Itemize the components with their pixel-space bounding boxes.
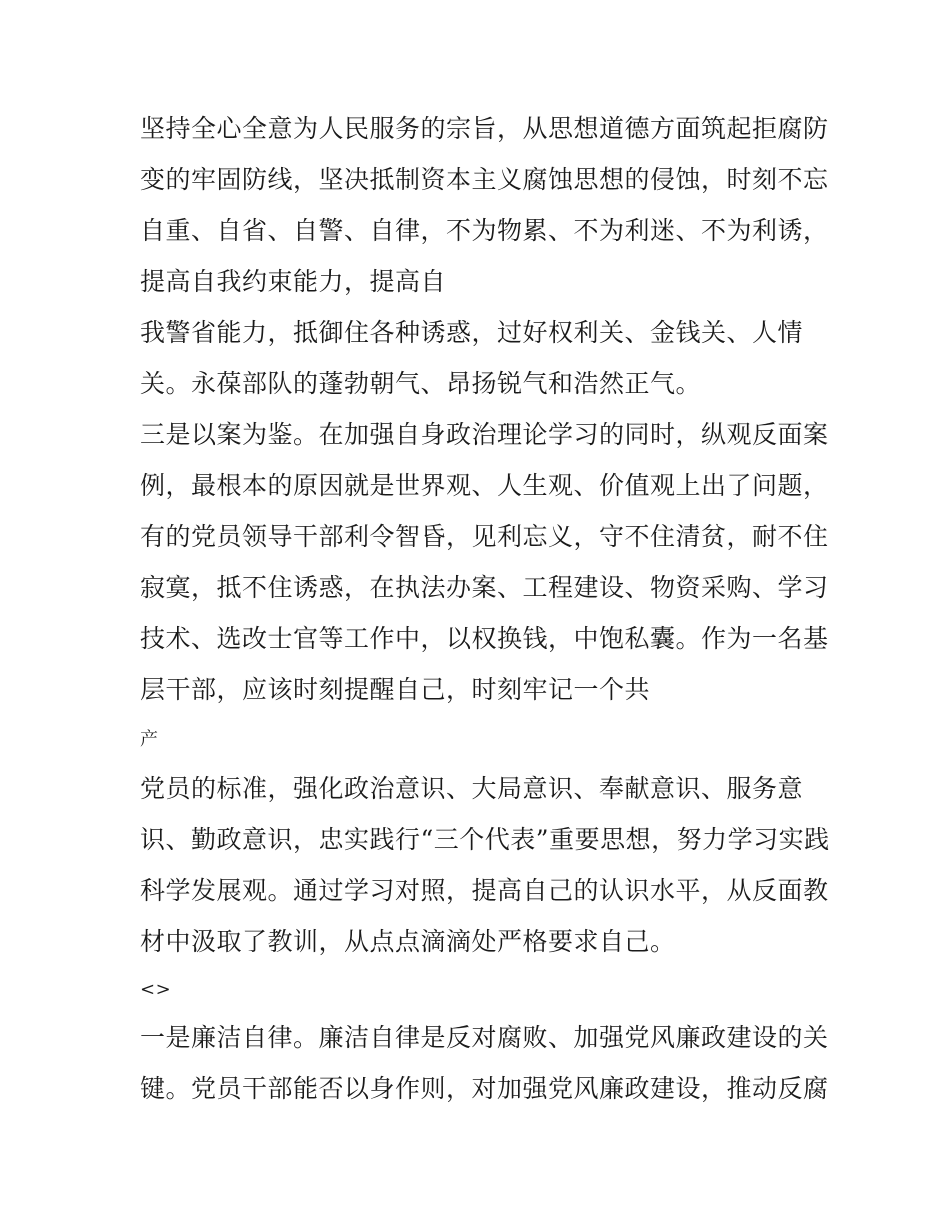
text-line: 三是以案为鉴。在加强自身政治理论学习的同时，纵观反面案 [140,420,829,449]
text-line: 提高自我约束能力，提高自 [140,267,447,296]
text-line: 寂寞，抵不住诱惑，在执法办案、工程建设、物资采购、学习 [140,573,829,602]
text-line: 识、勤政意识，忠实践行“三个代表”重要思想，努力学习实践 [140,825,830,854]
text-line: 一是廉洁自律。廉洁自律是反对腐败、加强党风廉政建设的关 [140,1023,829,1052]
text-line: <> [140,979,172,1000]
text-line: 我警省能力，抵御住各种诱惑，过好权利关、金钱关、人情 [140,318,804,347]
text-line: 技术、选改士官等工作中，以权换钱，中饱私囊。作为一名基 [140,624,829,653]
text-line: 例，最根本的原因就是世界观、人生观、价值观上出了问题， [140,471,829,500]
text-line: 科学发展观。通过学习对照，提高自己的认识水平，从反面教 [140,876,829,905]
text-line: 材中汲取了教训，从点点滴滴处严格要求自己。 [140,927,676,956]
text-line: 关。永葆部队的蓬勃朝气、昂扬锐气和浩然正气。 [140,369,702,398]
text-line: 键。党员干部能否以身作则，对加强党风廉政建设，推动反腐 [140,1074,829,1103]
text-line: 变的牢固防线，坚决抵制资本主义腐蚀思想的侵蚀，时刻不忘 [140,165,829,194]
text-line: 有的党员领导干部利令智昏，见利忘义，守不住清贫，耐不住 [140,522,829,551]
text-line: 自重、自省、自警、自律，不为物累、不为利迷、不为利诱， [140,216,829,245]
text-line: 党员的标准，强化政治意识、大局意识、奉献意识、服务意 [140,774,804,803]
text-line: 坚持全心全意为人民服务的宗旨，从思想道德方面筑起拒腐防 [140,114,829,143]
text-line: 层干部，应该时刻提醒自己，时刻牢记一个共 [140,675,651,704]
text-line: 产 [140,729,159,750]
